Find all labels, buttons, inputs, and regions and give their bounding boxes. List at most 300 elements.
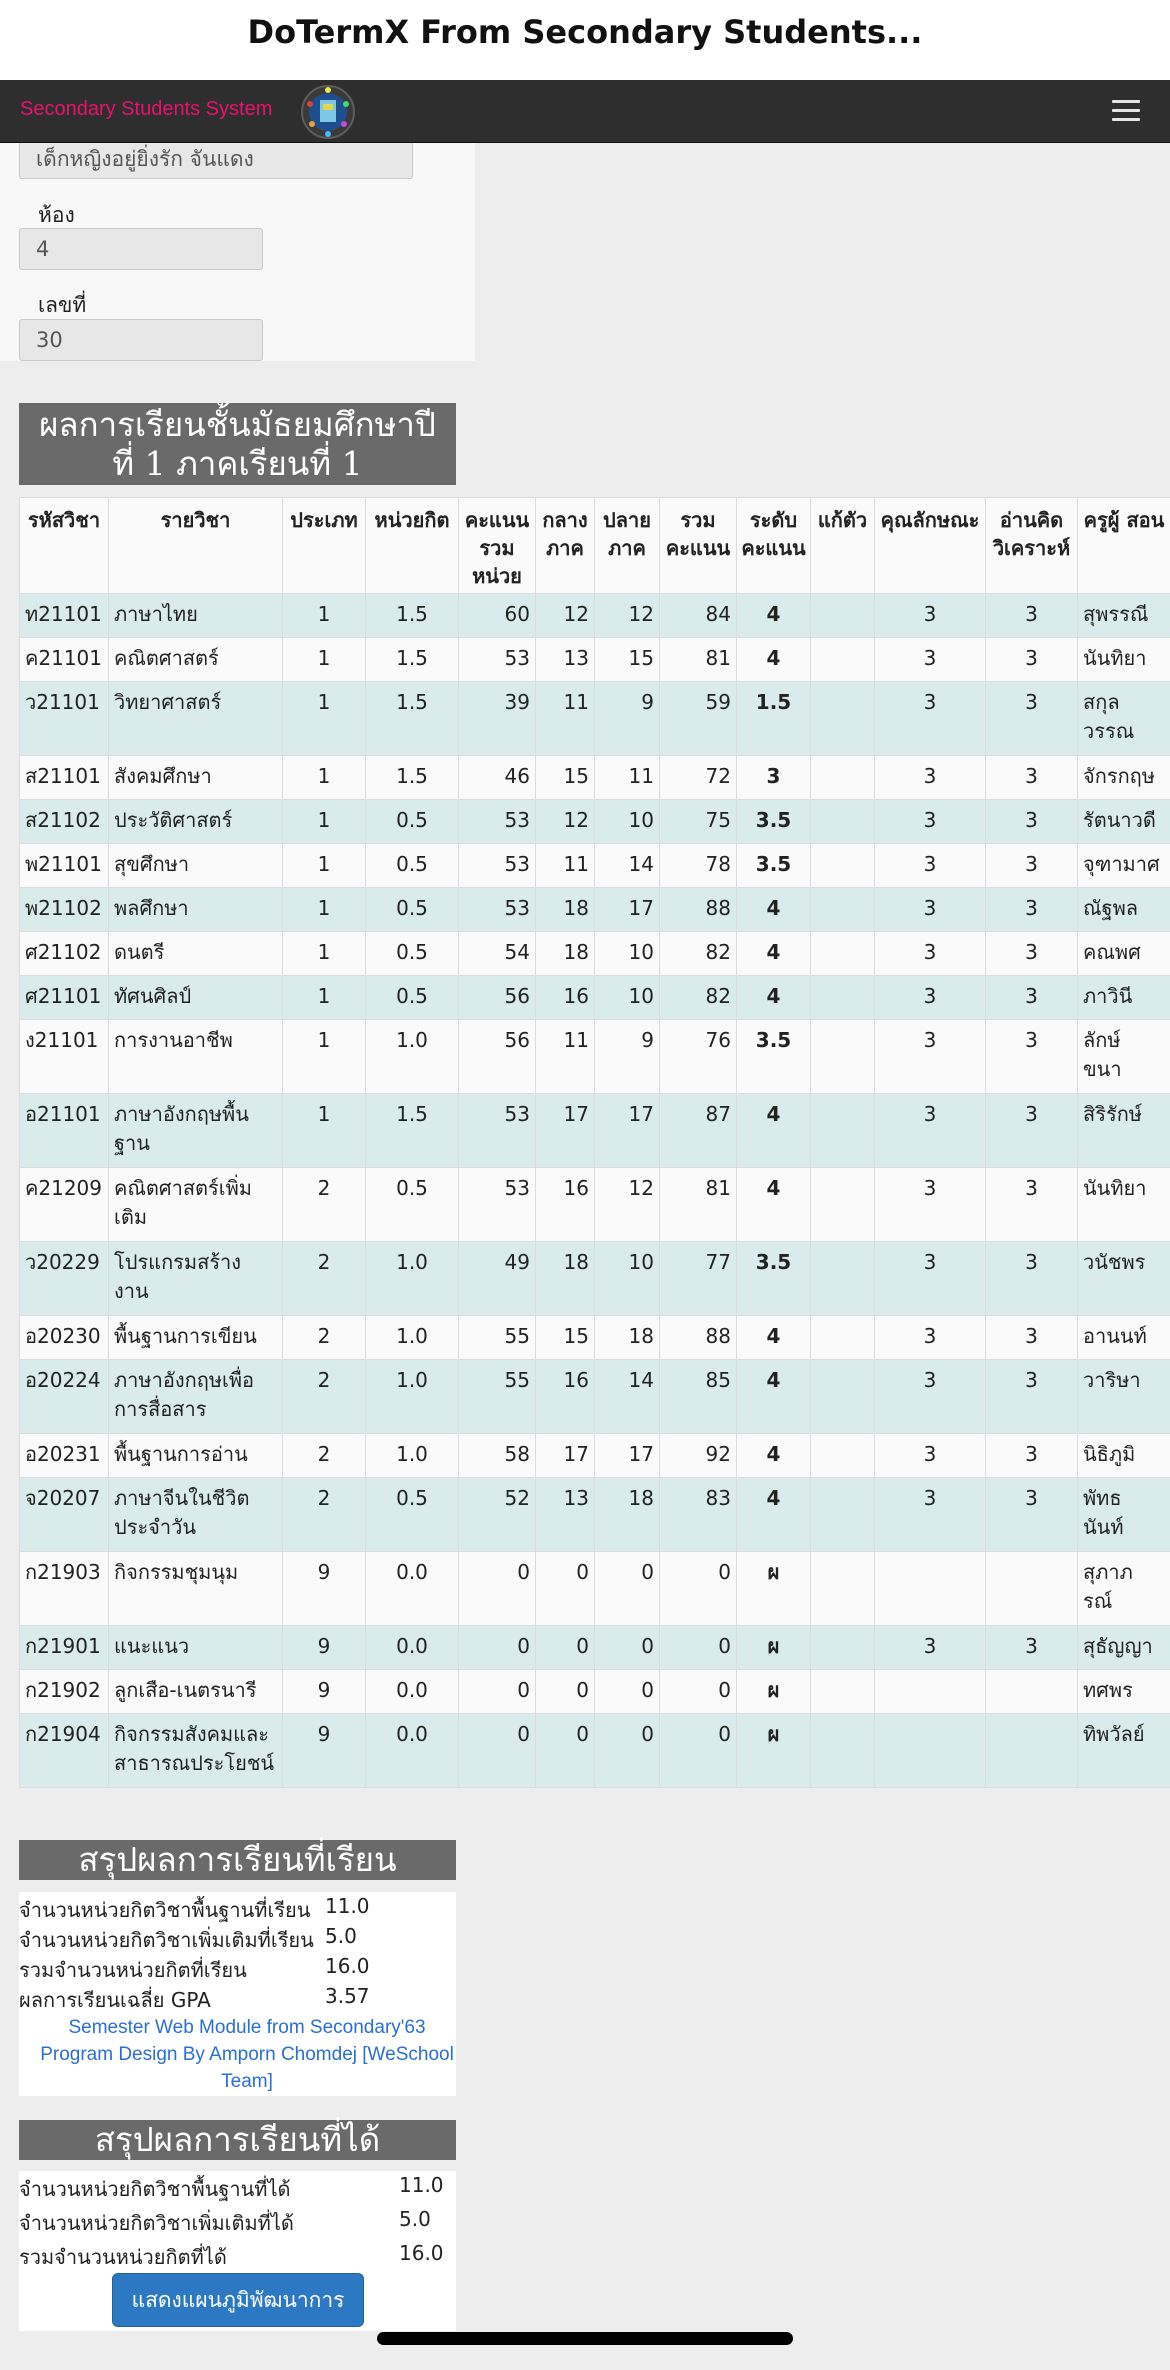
cell-read: 3 <box>986 594 1078 638</box>
cell-teacher: อานนท์ <box>1078 1316 1170 1360</box>
cell-mid: 16 <box>536 1168 595 1242</box>
cell-name: การงานอาชีพ <box>109 1020 283 1094</box>
cell-fin: 10 <box>595 800 660 844</box>
cell-grade: ผ <box>737 1552 811 1626</box>
cell-total: 92 <box>660 1434 737 1478</box>
cell-fin: 9 <box>595 1020 660 1094</box>
room-field[interactable]: 4 <box>19 228 263 270</box>
cell-mid: 11 <box>536 1020 595 1094</box>
cell-grade: ผ <box>737 1626 811 1670</box>
cell-read: 3 <box>986 888 1078 932</box>
col-unit-score: คะแนน รวม หน่วย <box>459 498 536 594</box>
table-row <box>20 844 1170 888</box>
summary-label: จำนวนหน่วยกิตวิชาเพิ่มเติมที่ได้ <box>19 2211 294 2235</box>
cell-read: 3 <box>986 1020 1078 1094</box>
col-subject: รายวิชา <box>109 498 283 594</box>
cell-name: วิทยาศาสตร์ <box>109 682 283 756</box>
cell-teacher: คณพศ <box>1078 932 1170 976</box>
cell-teacher: ลักษ์ ขนา <box>1078 1020 1170 1094</box>
cell-grade: 3 <box>737 756 811 800</box>
cell-type: 2 <box>283 1360 366 1434</box>
col-reading: อ่านคิด วิเคราะห์ <box>986 498 1078 594</box>
col-retake: แก้ตัว <box>811 498 875 594</box>
cell-name: แนะแนว <box>109 1626 283 1670</box>
cell-code: อ20231 <box>20 1434 109 1478</box>
table-row <box>20 932 1170 976</box>
cell-fin: 0 <box>595 1552 660 1626</box>
cell-type: 2 <box>283 1478 366 1552</box>
cell-total: 0 <box>660 1626 737 1670</box>
cell-grade: 3.5 <box>737 1020 811 1094</box>
col-type: ประเภท <box>283 498 366 594</box>
cell-mid: 16 <box>536 976 595 1020</box>
cell-credit: 1.5 <box>366 638 459 682</box>
cell-attr <box>875 1552 986 1626</box>
cell-unit: 53 <box>459 1168 536 1242</box>
cell-attr: 3 <box>875 932 986 976</box>
cell-attr: 3 <box>875 1316 986 1360</box>
grades-heading-line1: ผลการเรียนชั้นมัธยมศึกษาปี <box>39 405 436 444</box>
hamburger-bar-icon <box>1112 100 1140 103</box>
cell-retake <box>811 682 875 756</box>
cell-attr: 3 <box>875 1360 986 1434</box>
cell-type: 9 <box>283 1714 366 1788</box>
cell-read: 3 <box>986 1094 1078 1168</box>
cell-type: 1 <box>283 594 366 638</box>
cell-teacher: วนัชพร <box>1078 1242 1170 1316</box>
cell-credit: 0.0 <box>366 1626 459 1670</box>
cell-total: 88 <box>660 1316 737 1360</box>
cell-teacher: นิธิภูมิ <box>1078 1434 1170 1478</box>
cell-type: 1 <box>283 888 366 932</box>
cell-retake <box>811 1020 875 1094</box>
cell-unit: 53 <box>459 844 536 888</box>
cell-unit: 0 <box>459 1670 536 1714</box>
show-progress-chart-button[interactable]: แสดงแผนภูมิพัฒนาการ <box>112 2273 364 2327</box>
summary-studied-heading: สรุปผลการเรียนที่เรียน <box>19 1840 456 1880</box>
cell-mid: 11 <box>536 844 595 888</box>
cell-grade: 4 <box>737 1478 811 1552</box>
cell-retake <box>811 800 875 844</box>
cell-mid: 11 <box>536 682 595 756</box>
cell-read: 3 <box>986 1626 1078 1670</box>
cell-teacher: ภาวินี <box>1078 976 1170 1020</box>
cell-unit: 55 <box>459 1316 536 1360</box>
cell-attr: 3 <box>875 1168 986 1242</box>
cell-mid: 16 <box>536 1360 595 1434</box>
cell-type: 9 <box>283 1626 366 1670</box>
cell-credit: 0.5 <box>366 932 459 976</box>
cell-retake <box>811 1714 875 1788</box>
cell-teacher: สุภาภ รณ์ <box>1078 1552 1170 1626</box>
cell-type: 2 <box>283 1434 366 1478</box>
table-row <box>20 1670 1170 1714</box>
cell-attr: 3 <box>875 756 986 800</box>
cell-unit: 55 <box>459 1360 536 1434</box>
cell-type: 9 <box>283 1670 366 1714</box>
cell-name: พื้นฐานการอ่าน <box>109 1434 283 1478</box>
cell-credit: 1.0 <box>366 1242 459 1316</box>
cell-attr: 3 <box>875 1478 986 1552</box>
menu-toggle-button[interactable] <box>1112 100 1140 122</box>
cell-code: ง21101 <box>20 1020 109 1094</box>
cell-read: 3 <box>986 1242 1078 1316</box>
cell-mid: 0 <box>536 1670 595 1714</box>
cell-grade: 4 <box>737 1360 811 1434</box>
cell-name: คณิตศาสตร์เพิ่ม เติม <box>109 1168 283 1242</box>
cell-read: 3 <box>986 1434 1078 1478</box>
student-info-panel <box>0 143 475 361</box>
cell-unit: 53 <box>459 800 536 844</box>
cell-attr: 3 <box>875 1094 986 1168</box>
cell-read: 3 <box>986 932 1078 976</box>
cell-retake <box>811 844 875 888</box>
cell-grade: 4 <box>737 976 811 1020</box>
cell-code: ส21101 <box>20 756 109 800</box>
cell-mid: 12 <box>536 800 595 844</box>
cell-total: 88 <box>660 888 737 932</box>
cell-mid: 15 <box>536 1316 595 1360</box>
cell-retake <box>811 1670 875 1714</box>
table-row <box>20 638 1170 682</box>
cell-unit: 0 <box>459 1714 536 1788</box>
table-row <box>20 594 1170 638</box>
summary-value: 5.0 <box>325 1924 357 1948</box>
cell-total: 82 <box>660 976 737 1020</box>
cell-total: 87 <box>660 1094 737 1168</box>
cell-unit: 54 <box>459 932 536 976</box>
cell-name: สุขศึกษา <box>109 844 283 888</box>
cell-type: 1 <box>283 844 366 888</box>
table-row <box>20 976 1170 1020</box>
cell-credit: 0.5 <box>366 976 459 1020</box>
cell-mid: 12 <box>536 594 595 638</box>
cell-name: ดนตรี <box>109 932 283 976</box>
credit-line: Program Design By Amporn Chomdej [WeSchool <box>40 2044 454 2065</box>
cell-code: อ20224 <box>20 1360 109 1434</box>
col-total: รวม คะแนน <box>660 498 737 594</box>
cell-type: 1 <box>283 800 366 844</box>
cell-total: 81 <box>660 1168 737 1242</box>
cell-teacher: จักรกฤษ <box>1078 756 1170 800</box>
cell-retake <box>811 1552 875 1626</box>
cell-read: 3 <box>986 1478 1078 1552</box>
cell-fin: 17 <box>595 1434 660 1478</box>
table-row <box>20 1478 1170 1552</box>
cell-name: ทัศนศิลป์ <box>109 976 283 1020</box>
cell-attr: 3 <box>875 800 986 844</box>
gpa-value: 3.57 <box>325 1984 370 2008</box>
col-attributes: คุณลักษณะ <box>875 498 986 594</box>
cell-type: 1 <box>283 756 366 800</box>
cell-fin: 9 <box>595 682 660 756</box>
cell-mid: 18 <box>536 932 595 976</box>
cell-code: ก21901 <box>20 1626 109 1670</box>
cell-grade: 4 <box>737 932 811 976</box>
cell-name: คณิตศาสตร์ <box>109 638 283 682</box>
table-row <box>20 1094 1170 1168</box>
table-row <box>20 800 1170 844</box>
cell-credit: 1.0 <box>366 1360 459 1434</box>
cell-fin: 0 <box>595 1626 660 1670</box>
cell-attr: 3 <box>875 1020 986 1094</box>
credit-line: Semester Web Module from Secondary'63 <box>68 2017 426 2038</box>
cell-mid: 0 <box>536 1714 595 1788</box>
cell-fin: 10 <box>595 976 660 1020</box>
cell-type: 1 <box>283 638 366 682</box>
table-row <box>20 1020 1170 1094</box>
cell-retake <box>811 594 875 638</box>
cell-teacher: สิริรักษ์ <box>1078 1094 1170 1168</box>
col-midterm: กลาง ภาค <box>536 498 595 594</box>
cell-name: ภาษาอังกฤษเพื่อ การสื่อสาร <box>109 1360 283 1434</box>
grades-heading-line2: ที่ 1 ภาคเรียนที่ 1 <box>112 444 363 483</box>
summary-label: จำนวนหน่วยกิตวิชาพื้นฐานที่เรียน <box>19 1898 311 1922</box>
page-title: DoTermX From Secondary Students... <box>247 13 923 51</box>
cell-credit: 1.5 <box>366 594 459 638</box>
cell-teacher: วาริษา <box>1078 1360 1170 1434</box>
cell-credit: 0.0 <box>366 1552 459 1626</box>
cell-retake <box>811 1094 875 1168</box>
cell-unit: 46 <box>459 756 536 800</box>
cell-unit: 52 <box>459 1478 536 1552</box>
cell-retake <box>811 1242 875 1316</box>
cell-code: อ21101 <box>20 1094 109 1168</box>
cell-fin: 18 <box>595 1478 660 1552</box>
cell-code: ก21904 <box>20 1714 109 1788</box>
cell-mid: 0 <box>536 1626 595 1670</box>
cell-unit: 60 <box>459 594 536 638</box>
cell-read: 3 <box>986 844 1078 888</box>
summary-label: รวมจำนวนหน่วยกิตที่ได้ <box>19 2245 227 2269</box>
cell-code: พ21101 <box>20 844 109 888</box>
cell-read: 3 <box>986 638 1078 682</box>
cell-type: 2 <box>283 1168 366 1242</box>
cell-credit: 0.0 <box>366 1714 459 1788</box>
cell-type: 9 <box>283 1552 366 1626</box>
cell-name: ประวัติศาสตร์ <box>109 800 283 844</box>
summary-studied-box <box>19 1892 456 2096</box>
cell-grade: 3.5 <box>737 800 811 844</box>
cell-read: 3 <box>986 1360 1078 1434</box>
cell-read: 3 <box>986 800 1078 844</box>
cell-grade: 4 <box>737 1168 811 1242</box>
cell-mid: 13 <box>536 638 595 682</box>
cell-attr: 3 <box>875 638 986 682</box>
cell-name: ภาษาไทย <box>109 594 283 638</box>
cell-attr: 3 <box>875 1626 986 1670</box>
table-row <box>20 1360 1170 1434</box>
cell-grade: 4 <box>737 888 811 932</box>
cell-retake <box>811 1478 875 1552</box>
cell-type: 1 <box>283 1020 366 1094</box>
grades-header-row <box>20 498 1170 594</box>
cell-attr: 3 <box>875 682 986 756</box>
cell-teacher: ณัฐพล <box>1078 888 1170 932</box>
cell-grade: 4 <box>737 594 811 638</box>
summary-value: 11.0 <box>399 2173 444 2197</box>
navbar <box>0 80 1170 143</box>
cell-unit: 53 <box>459 638 536 682</box>
cell-read: 3 <box>986 756 1078 800</box>
table-row <box>20 1316 1170 1360</box>
cell-attr: 3 <box>875 976 986 1020</box>
cell-read <box>986 1714 1078 1788</box>
number-field[interactable]: 30 <box>19 319 263 361</box>
number-label: เลขที่ <box>38 293 87 317</box>
cell-type: 1 <box>283 932 366 976</box>
cell-fin: 10 <box>595 1242 660 1316</box>
cell-type: 1 <box>283 976 366 1020</box>
cell-total: 85 <box>660 1360 737 1434</box>
cell-attr: 3 <box>875 888 986 932</box>
cell-teacher: ทิพวัลย์ <box>1078 1714 1170 1788</box>
cell-fin: 12 <box>595 1168 660 1242</box>
cell-code: ว21101 <box>20 682 109 756</box>
cell-credit: 1.0 <box>366 1020 459 1094</box>
cell-teacher: สุธัญญา <box>1078 1626 1170 1670</box>
cell-total: 82 <box>660 932 737 976</box>
cell-code: ค21209 <box>20 1168 109 1242</box>
table-row <box>20 1552 1170 1626</box>
summary-value: 16.0 <box>325 1954 370 1978</box>
cell-read <box>986 1670 1078 1714</box>
cell-grade: ผ <box>737 1714 811 1788</box>
cell-total: 84 <box>660 594 737 638</box>
cell-fin: 11 <box>595 756 660 800</box>
cell-unit: 0 <box>459 1552 536 1626</box>
cell-retake <box>811 888 875 932</box>
cell-code: ส21102 <box>20 800 109 844</box>
cell-grade: 4 <box>737 1316 811 1360</box>
cell-credit: 0.5 <box>366 844 459 888</box>
school-logo-icon <box>300 84 356 140</box>
cell-read <box>986 1552 1078 1626</box>
cell-retake <box>811 756 875 800</box>
cell-code: ท21101 <box>20 594 109 638</box>
cell-type: 2 <box>283 1316 366 1360</box>
cell-grade: 4 <box>737 1094 811 1168</box>
cell-mid: 17 <box>536 1094 595 1168</box>
app-titlebar <box>0 0 1170 80</box>
cell-unit: 39 <box>459 682 536 756</box>
cell-fin: 14 <box>595 844 660 888</box>
cell-credit: 1.5 <box>366 1094 459 1168</box>
cell-teacher: รัตนาวดี <box>1078 800 1170 844</box>
cell-read: 3 <box>986 682 1078 756</box>
cell-code: ศ21102 <box>20 932 109 976</box>
table-row <box>20 1626 1170 1670</box>
summary-value: 5.0 <box>399 2207 431 2231</box>
cell-total: 0 <box>660 1714 737 1788</box>
cell-attr <box>875 1670 986 1714</box>
cell-unit: 53 <box>459 1094 536 1168</box>
cell-credit: 1.5 <box>366 682 459 756</box>
cell-teacher: ทศพร <box>1078 1670 1170 1714</box>
cell-credit: 0.5 <box>366 1168 459 1242</box>
cell-unit: 58 <box>459 1434 536 1478</box>
room-label: ห้อง <box>38 203 75 227</box>
cell-credit: 1.0 <box>366 1434 459 1478</box>
cell-total: 78 <box>660 844 737 888</box>
cell-mid: 13 <box>536 1478 595 1552</box>
cell-fin: 17 <box>595 1094 660 1168</box>
cell-name: โปรแกรมสร้าง งาน <box>109 1242 283 1316</box>
cell-name: กิจกรรมชุมนุม <box>109 1552 283 1626</box>
cell-code: ศ21101 <box>20 976 109 1020</box>
table-row <box>20 1434 1170 1478</box>
cell-credit: 0.5 <box>366 800 459 844</box>
cell-code: พ21102 <box>20 888 109 932</box>
cell-grade: ผ <box>737 1670 811 1714</box>
cell-attr: 3 <box>875 1242 986 1316</box>
cell-retake <box>811 976 875 1020</box>
cell-fin: 14 <box>595 1360 660 1434</box>
cell-attr: 3 <box>875 594 986 638</box>
summary-earned-heading: สรุปผลการเรียนที่ได้ <box>19 2120 456 2160</box>
cell-code: ก21903 <box>20 1552 109 1626</box>
cell-fin: 17 <box>595 888 660 932</box>
cell-code: อ20230 <box>20 1316 109 1360</box>
col-grade: ระดับ คะแนน <box>737 498 811 594</box>
cell-grade: 1.5 <box>737 682 811 756</box>
cell-code: ว20229 <box>20 1242 109 1316</box>
cell-retake <box>811 932 875 976</box>
cell-attr: 3 <box>875 1434 986 1478</box>
cell-total: 0 <box>660 1552 737 1626</box>
table-row <box>20 1714 1170 1788</box>
cell-read: 3 <box>986 976 1078 1020</box>
grades-heading <box>19 403 456 485</box>
cell-credit: 1.0 <box>366 1316 459 1360</box>
cell-mid: 18 <box>536 1242 595 1316</box>
brand-link[interactable]: Secondary Students System <box>20 98 273 120</box>
table-row <box>20 1242 1170 1316</box>
col-credit: หน่วยกิต <box>366 498 459 594</box>
cell-type: 1 <box>283 1094 366 1168</box>
credit-text[interactable] <box>19 2014 475 2095</box>
cell-retake <box>811 638 875 682</box>
cell-total: 59 <box>660 682 737 756</box>
summary-label: จำนวนหน่วยกิตวิชาเพิ่มเติมที่เรียน <box>19 1928 314 1952</box>
cell-teacher: สกุล วรรณ <box>1078 682 1170 756</box>
cell-unit: 56 <box>459 1020 536 1094</box>
cell-type: 1 <box>283 682 366 756</box>
cell-name: ลูกเสือ-เนตรนารี <box>109 1670 283 1714</box>
summary-label: จำนวนหน่วยกิตวิชาพื้นฐานที่ได้ <box>19 2177 291 2201</box>
cell-retake <box>811 1360 875 1434</box>
cell-retake <box>811 1168 875 1242</box>
cell-total: 75 <box>660 800 737 844</box>
summary-value: 11.0 <box>325 1894 370 1918</box>
cell-name: ภาษาอังกฤษพื้น ฐาน <box>109 1094 283 1168</box>
summary-value: 16.0 <box>399 2241 444 2265</box>
cell-mid: 15 <box>536 756 595 800</box>
cell-grade: 4 <box>737 1434 811 1478</box>
cell-name: สังคมศึกษา <box>109 756 283 800</box>
cell-name: พื้นฐานการเขียน <box>109 1316 283 1360</box>
cell-code: จ20207 <box>20 1478 109 1552</box>
cell-read: 3 <box>986 1168 1078 1242</box>
home-indicator[interactable] <box>377 2332 793 2345</box>
student-name-field[interactable]: เด็กหญิงอยู่ยิ่งรัก จันแดง <box>19 143 413 179</box>
cell-attr: 3 <box>875 844 986 888</box>
cell-fin: 0 <box>595 1714 660 1788</box>
cell-credit: 0.5 <box>366 888 459 932</box>
table-row <box>20 888 1170 932</box>
cell-retake <box>811 1316 875 1360</box>
cell-grade: 3.5 <box>737 1242 811 1316</box>
